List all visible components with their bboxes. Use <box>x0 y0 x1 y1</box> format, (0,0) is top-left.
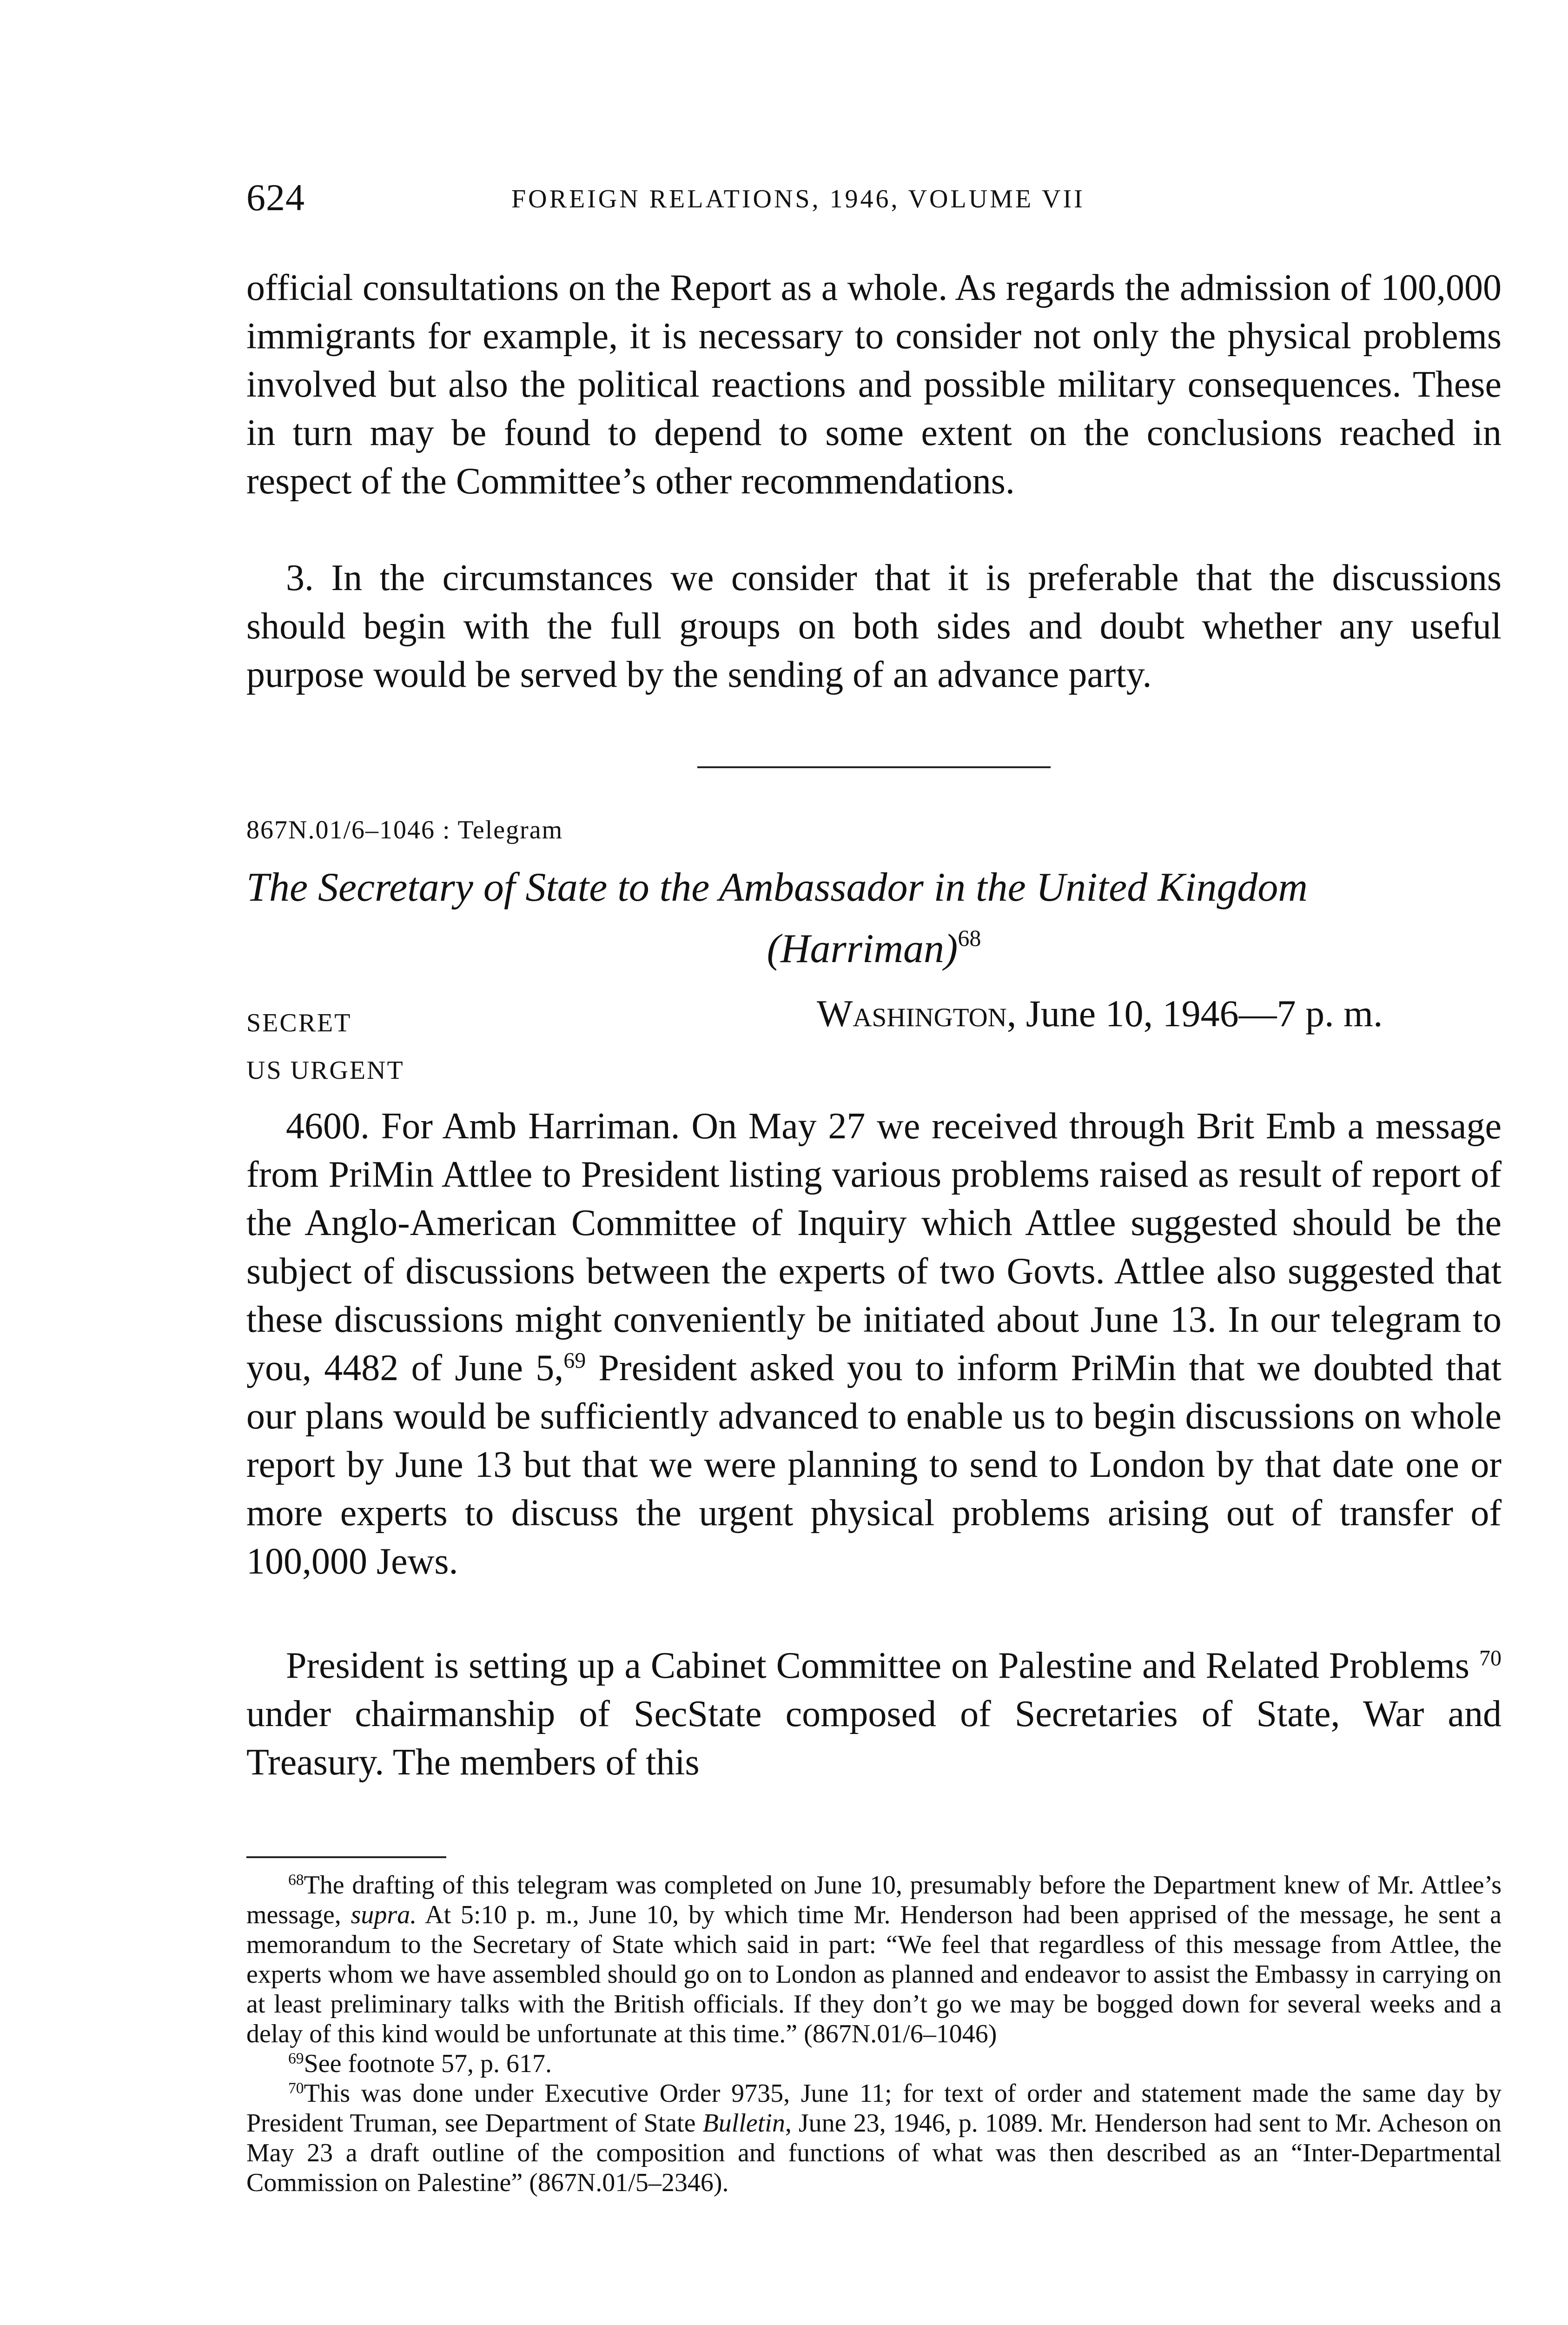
footnote-marker-69: 69 <box>563 1348 586 1373</box>
body-paragraph-1: official consultations on the Report as a whole. As regards the admission of 100,000 immigrants for example, it is necessary to consider not only the physical problems involved but also the political reactions and possible military consequences. These in turn may be found to depend to some extent on the conclusions reached in respect of the Committee’s other recommendations. <box>246 267 1502 502</box>
footnote-italic-text: supra. <box>351 1900 417 1929</box>
classification-secret: SECRET <box>246 1009 352 1037</box>
page-number: 624 <box>246 176 305 219</box>
footnote <box>246 2079 1502 2198</box>
title-footnote-marker: 68 <box>958 925 981 951</box>
telegram-paragraph-1-part-a: 4600. For Amb Harriman. On May 27 we received through Brit Emb a message from PriMin Attlee to President listing various problems raised as result of report of the Anglo-American Committee of Inquiry which Attlee suggested should be the subject of discussions between the experts of two Govts. Attlee also suggested that these discussions might conveniently be initiated about June 13. In our telegram to you, 4482 of June 5, <box>246 1106 1502 1388</box>
footnote-text: The drafting of this telegram was completed on June 10, presumably before the Department knew of Mr. Attlee’s message, <box>246 1871 1502 1929</box>
dateline <box>817 992 1383 1036</box>
footnote-text: This was done under Executive Order 9735, June 11; for text of order and statement made the same day by President Truman, see Department of State <box>246 2079 1502 2138</box>
dateline-place: Washington <box>817 992 1007 1035</box>
body-paragraph-2: 3. In the circumstances we consider that it is preferable that the discussions should begin with the full groups on both sides and doubt whether any useful purpose would be served by the sending of an advance party. <box>246 558 1502 695</box>
footnote <box>246 1870 1502 2049</box>
footnote-text-continued: , June 23, 1946, p. 1089. Mr. Henderson had sent to Mr. Acheson on May 23 a draft outline of the composition and functions of what was then described as an “Inter-Departmental Commission on Palestine” (867N.01/5–2346). <box>246 2109 1502 2197</box>
classification-urgent: US URGENT <box>246 1056 404 1085</box>
telegram-paragraph-1 <box>246 1102 1502 1586</box>
footnote-marker-70: 70 <box>1479 1646 1502 1671</box>
telegram-paragraph-2-part-a: President is setting up a Cabinet Committee on Palestine and Related Problems <box>286 1645 1470 1686</box>
running-head: FOREIGN RELATIONS, 1946, VOLUME VII <box>511 185 1085 213</box>
footnotes <box>246 1870 1502 2198</box>
footnote-text: See footnote 57, p. 617. <box>304 2049 552 2078</box>
telegram-paragraph-2 <box>246 1641 1502 1787</box>
page-header <box>246 176 1502 227</box>
footnote-text-continued: At 5:10 p. m., June 10, by which time Mr. Henderson had been apprised of the message, he sent a memorandum to the Secretary of State which said in part: “We feel that regardless of this message from Attlee, the experts whom we have assembled should go on to London as planned and endeavor to assist the Embassy in carrying on at least preliminary talks with the British officials. If they don’t go we may be bogged down for several weeks and a delay of this kind would be unfortunate at this time.” (867N.01/6–1046) <box>246 1900 1502 2048</box>
footnote-number: 69 <box>288 2050 304 2067</box>
document-title-line-1: The Secretary of State to the Ambassador in the United Kingdom <box>246 865 1308 910</box>
document-title <box>246 863 1502 974</box>
document-file-reference: 867N.01/6–1046 : Telegram <box>246 816 563 844</box>
telegram-paragraph-2-part-b: under chairmanship of SecState composed of Secretaries of State, War and Treasury. The members of this <box>246 1694 1502 1783</box>
footnote-italic-text: Bulletin <box>702 2109 785 2138</box>
dateline-date: , June 10, 1946—7 p. m. <box>1006 992 1383 1035</box>
telegram-paragraph-1-part-b: President asked you to inform PriMin that we doubted that our plans would be sufficiently advanced to enable us to begin discussions on whole report by June 13 but that we were planning to send to London by that date one or more experts to discuss the urgent physical problems arising out of transfer of 100,000 Jews. <box>246 1348 1502 1582</box>
footnote-number: 70 <box>288 2079 304 2097</box>
document-title-line-2: (Harriman) <box>767 926 958 971</box>
footnote-number: 68 <box>288 1871 304 1889</box>
section-divider <box>697 766 1051 768</box>
footnote-divider <box>246 1856 446 1858</box>
footnote <box>246 2049 1502 2079</box>
